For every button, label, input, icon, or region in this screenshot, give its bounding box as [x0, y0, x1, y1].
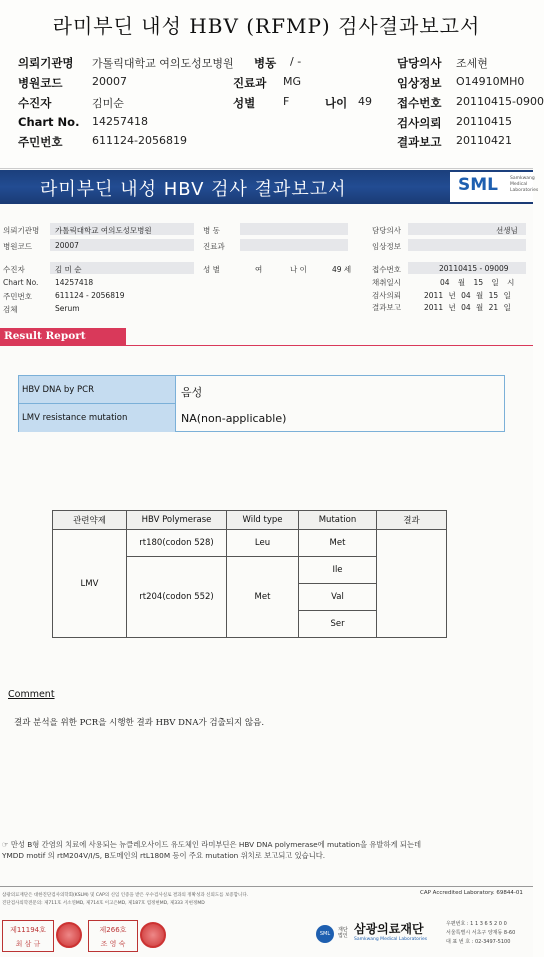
r-request-value: 2011 년 04 월 15 일 [424, 291, 511, 300]
seal-stamp-icon [56, 922, 82, 948]
doctor-value: 조세현 [456, 57, 488, 70]
mutation-cell: Met [299, 530, 377, 557]
footer-line-2: 진단검사의학전문의: 제711호 서소연MD, 제714호 이고은MD, 제187호 염정현MD, 제333 지현정MD [2, 901, 205, 906]
result-report-label: Result Report [4, 330, 86, 342]
ward-label: 병동 [254, 56, 277, 70]
patient-value: 김미순 [92, 97, 124, 110]
r-code-value: 20007 [55, 241, 79, 250]
polymerase-cell: rt180(codon 528) [127, 530, 227, 557]
note-line-2: YMDD motif 의 rtM204V/I/S, B도메인의 rtL180M 등이 주요 mutation 위치로 보고되고 있습니다. [2, 851, 326, 860]
sex-label: 성별 [233, 96, 256, 110]
age-value: 49 [358, 95, 372, 108]
sml-logo-subtitle: Samkwang Medical Laboratories [510, 176, 539, 193]
physician-license-stamp-1 [2, 920, 54, 952]
receipt-label: 접수번호 [397, 96, 442, 110]
result-value-hbv-dna: 음성 [181, 386, 203, 399]
mutation-cell: Ile [299, 557, 377, 584]
stamp1-name: 최 삼 규 [15, 940, 41, 948]
stamp1-number: 제11194호 [10, 926, 46, 934]
document-title: 라미부딘 내성 HBV (RFMP) 검사결과보고서 [52, 14, 481, 38]
r-hospital-label: 의뢰기관명 [3, 226, 40, 235]
address-line-3: 대 표 번 호 : 02-3497-5100 [446, 939, 511, 945]
r-patient-value: 김 미 순 [55, 265, 82, 274]
r-doctor-label: 담당의사 [372, 226, 401, 235]
table-header: 관련약제 [53, 511, 127, 530]
r-result-label: 결과보고 [372, 303, 401, 312]
r-collect-label: 채취일시 [372, 278, 401, 287]
age-label: 나이 [325, 96, 348, 110]
clinical-value: O14910MH0 [456, 75, 525, 88]
result-report-rule [0, 345, 533, 346]
dept-label: 진료과 [233, 76, 267, 90]
ward-value: / - [290, 55, 302, 68]
comment-heading: Comment [8, 689, 55, 700]
r-code-label: 병원코드 [3, 242, 32, 251]
wild-type-cell: Leu [227, 530, 299, 557]
result-label-lmv: LMV resistance mutation [19, 404, 176, 432]
r-sex-value: 여 [255, 265, 263, 274]
address-line-2: 서울특별시 서초구 양재동 8-60 [446, 930, 516, 936]
code-value: 20007 [92, 75, 127, 88]
r-specimen-label: 검체 [3, 305, 18, 314]
field-bar [240, 223, 348, 235]
mutation-table [52, 510, 447, 638]
sex-value: F [283, 95, 290, 108]
polymerase-cell: rt204(codon 552) [127, 557, 227, 638]
footer-rule [0, 886, 533, 887]
table-header: Wild type [227, 511, 299, 530]
patient-label: 수진자 [18, 96, 52, 110]
stamp2-number: 제266호 [99, 926, 127, 934]
result-value: 20110421 [456, 134, 512, 147]
chart-value: 14257418 [92, 115, 148, 128]
physician-license-stamp-2 [88, 920, 138, 952]
table-header: Mutation [299, 511, 377, 530]
rrn-label: 주민번호 [18, 135, 63, 149]
org-logo-icon: SML [316, 925, 334, 943]
r-dept-label: 진료과 [203, 242, 225, 251]
field-bar [240, 239, 348, 251]
doctor-label: 담당의사 [397, 56, 442, 70]
r-collect-value: 04 월 15 일 시 [440, 278, 515, 287]
r-chart-value: 14257418 [55, 278, 94, 287]
request-value: 20110415 [456, 115, 512, 128]
r-rrn-label: 주민번호 [3, 292, 32, 301]
table-header-row [53, 511, 447, 530]
footer-line-1: 삼광의료재단은 대한진단검사의학회(KSLM) 및 CAP의 신임 인증을 받은 우수검사실로 결과의 정확성과 신뢰도를 보증합니다. [2, 893, 249, 898]
dept-value: MG [283, 75, 302, 88]
r-age-label: 나 이 [290, 265, 307, 274]
wild-type-cell: Met [227, 557, 299, 638]
r-age-value: 49 세 [332, 265, 352, 274]
r-rrn-value: 611124 - 2056819 [55, 291, 125, 300]
comment-text: 결과 분석을 위한 PCR을 시행한 결과 HBV DNA가 검출되지 않음. [14, 718, 265, 728]
r-receipt-label: 접수번호 [372, 265, 401, 274]
result-box [18, 375, 505, 432]
table-header: 결과 [377, 511, 447, 530]
rrn-value: 611124-2056819 [92, 134, 187, 147]
drug-cell: LMV [53, 530, 127, 638]
r-patient-label: 수진자 [3, 265, 25, 274]
r-doctor-value: 선생님 [496, 226, 518, 235]
org-prefix: 재단법인 [338, 927, 348, 939]
table-header: HBV Polymerase [127, 511, 227, 530]
receipt-value: 20110415-0900 [456, 95, 544, 108]
r-specimen-value: Serum [55, 304, 80, 313]
result-cell [377, 530, 447, 638]
cap-accreditation: CAP Accredited Laboratory. 69844-01 [420, 890, 523, 896]
hospital-label: 의뢰기관명 [18, 56, 74, 70]
request-label: 검사의뢰 [397, 116, 442, 130]
result-label-hbv-dna: HBV DNA by PCR [19, 376, 176, 404]
hospital-value: 가톨릭대학교 여의도성모병원 [92, 57, 234, 70]
table-row [53, 530, 447, 557]
code-label: 병원코드 [18, 76, 63, 90]
mutation-cell: Val [299, 584, 377, 611]
sml-logo: SML [458, 175, 498, 195]
r-clinical-label: 임상정보 [372, 242, 401, 251]
org-name: 삼광의료재단 [354, 922, 424, 936]
r-chart-label: Chart No. [3, 278, 39, 287]
org-subtitle: Samkwang Medical Laboratories [354, 937, 428, 942]
result-value-lmv: NA(non-applicable) [181, 412, 287, 425]
clinical-label: 임상정보 [397, 76, 442, 90]
r-hospital-value: 가톨릭대학교 여의도성모병원 [55, 226, 152, 235]
mutation-cell: Ser [299, 611, 377, 638]
seal-stamp-icon [140, 922, 166, 948]
r-receipt-value: 20110415 - 09009 [439, 264, 509, 273]
stamp2-name: 조 영 숙 [100, 940, 126, 948]
note-line-1: ☞ 만성 B형 간염의 치료에 사용되는 뉴클레오사이드 유도체인 라미부딘은 HBV DNA polymerase에 mutation을 유발하게 되는데 [2, 840, 422, 849]
chart-label: Chart No. [18, 115, 80, 129]
address-line-1: 우편번호 : 1 1 3 6 5 2 0 0 [446, 921, 507, 927]
result-label: 결과보고 [397, 135, 442, 149]
r-request-label: 검사의뢰 [372, 291, 401, 300]
r-result-value: 2011 년 04 월 21 일 [424, 303, 511, 312]
report-title: 라미부딘 내성 HBV 검사 결과보고서 [40, 179, 347, 200]
r-ward-label: 병 동 [203, 226, 220, 235]
field-bar [408, 239, 526, 251]
r-sex-label: 성 별 [203, 265, 220, 274]
